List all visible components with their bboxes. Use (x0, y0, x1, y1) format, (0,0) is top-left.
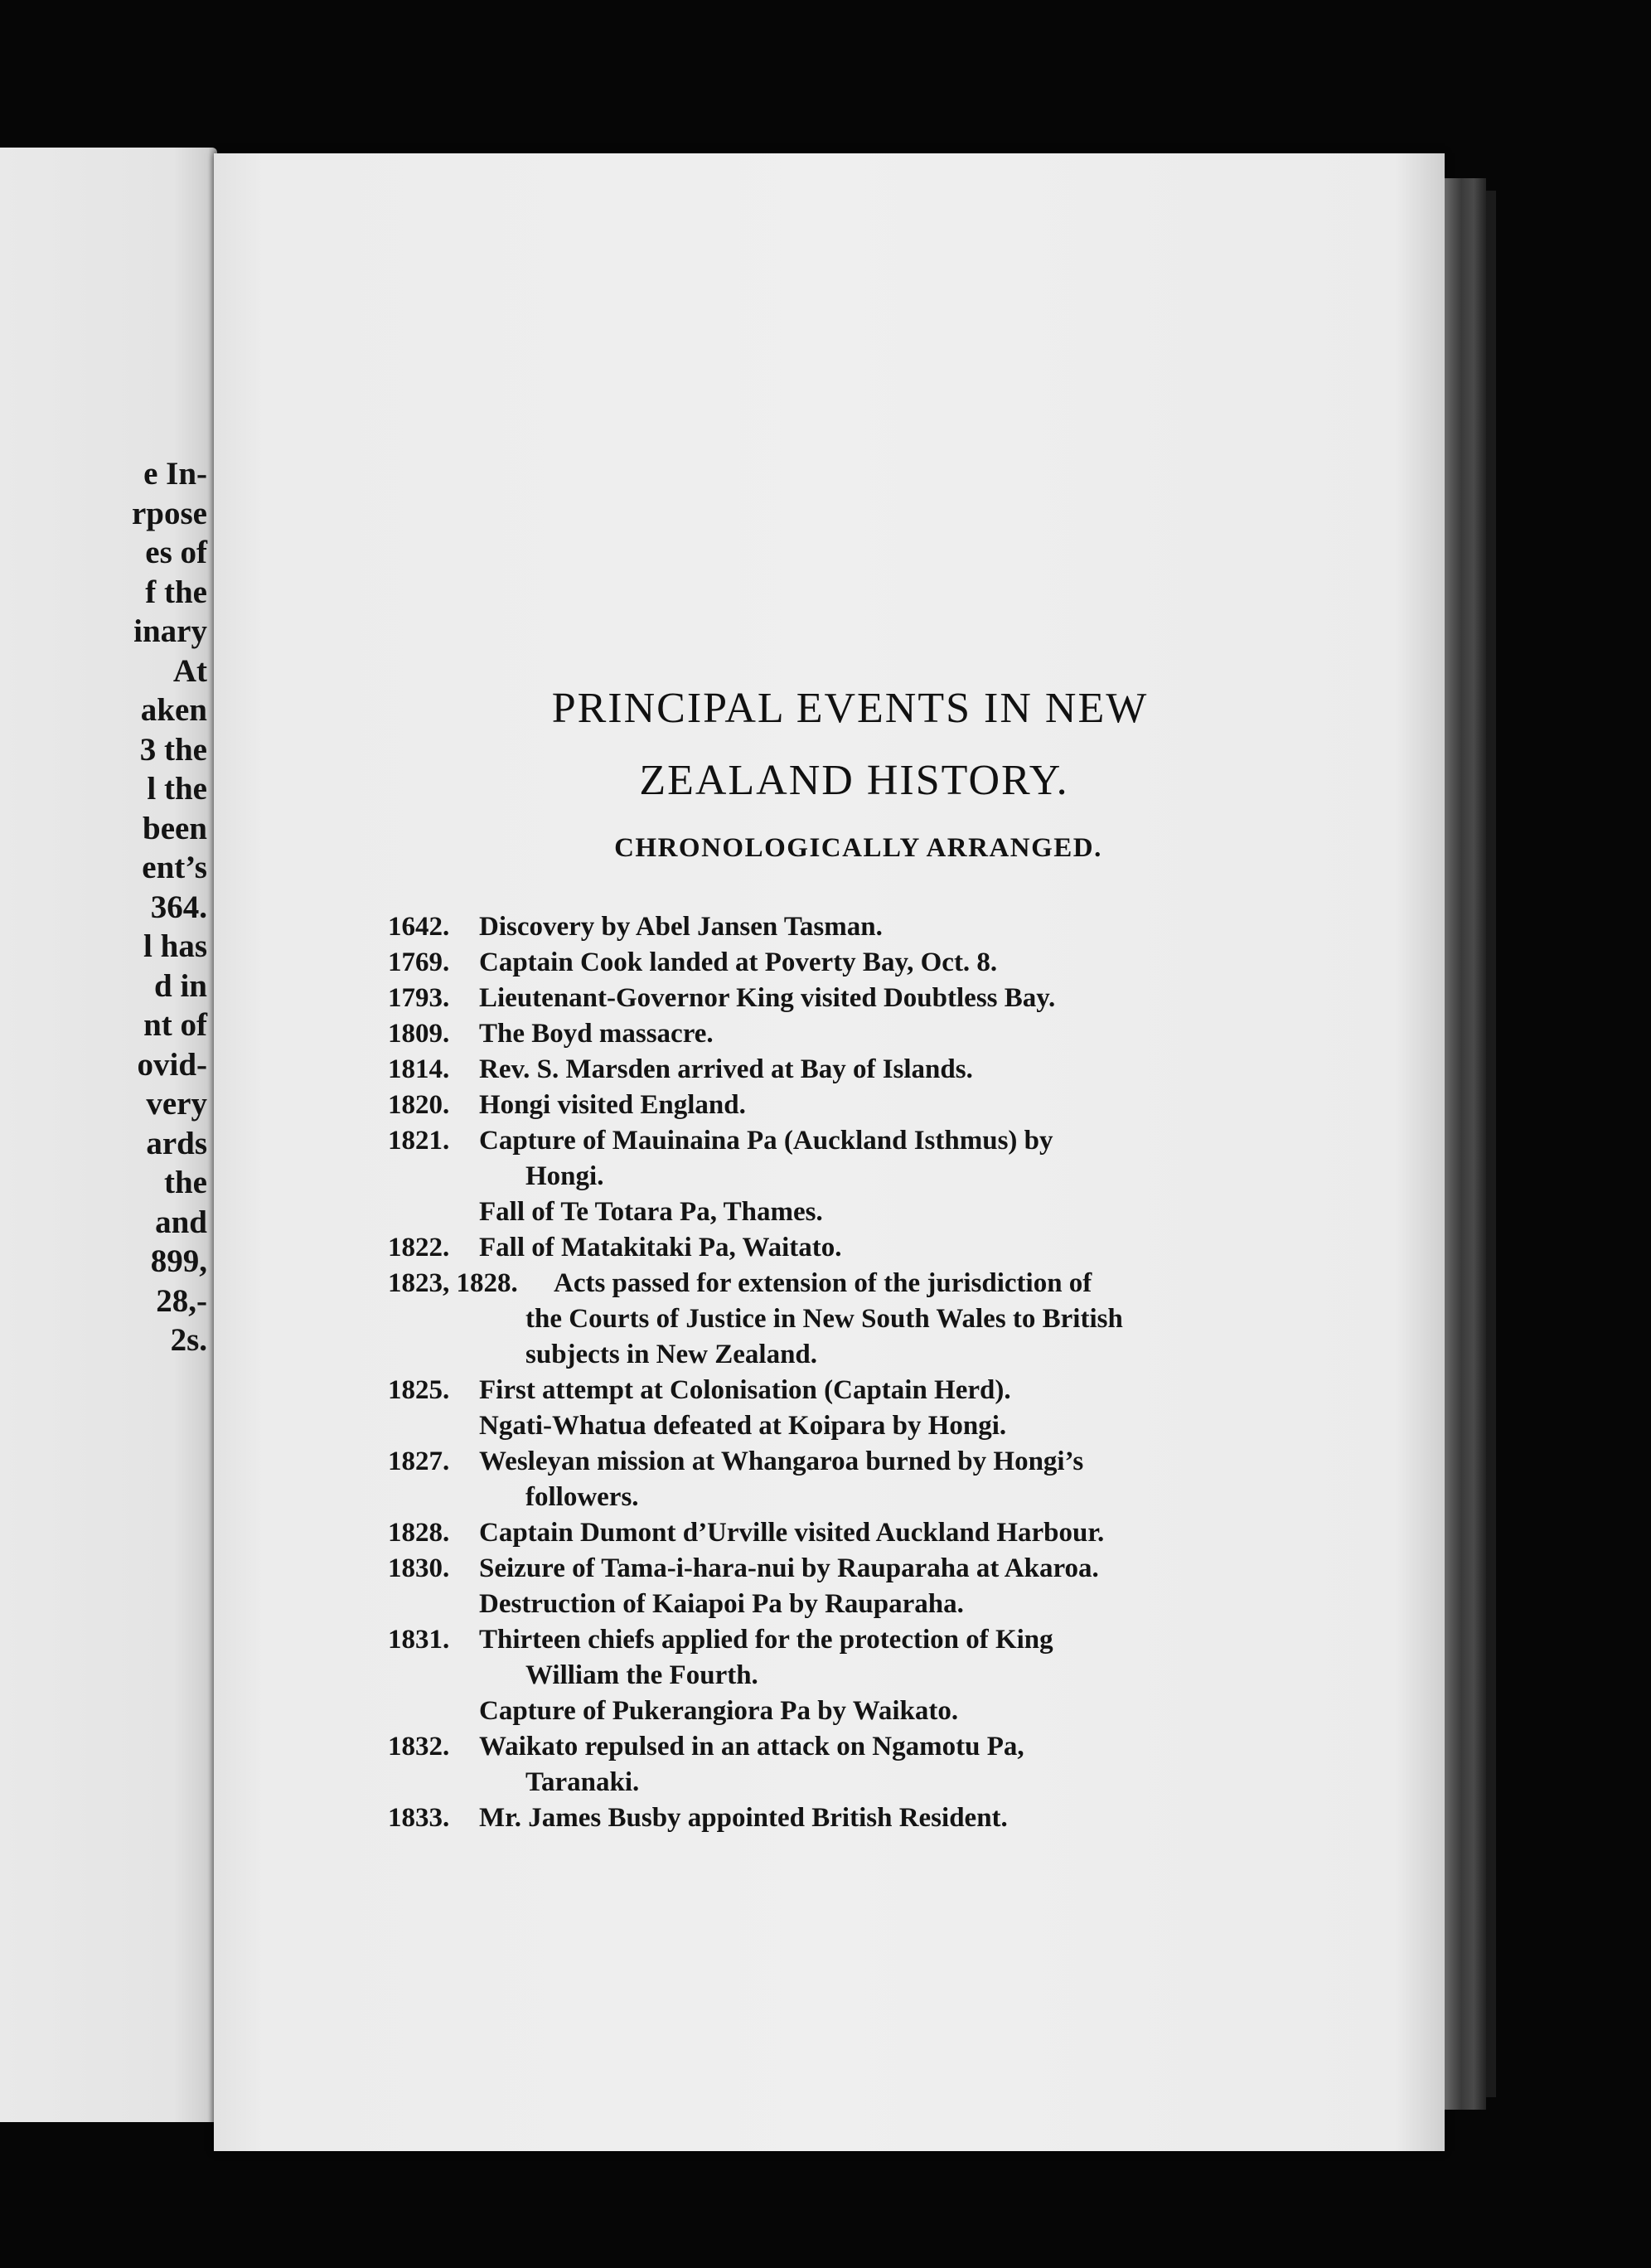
left-line: 2s. (170, 1322, 207, 1358)
event-entry (388, 1729, 1266, 1800)
event-year: 1769. (388, 947, 450, 977)
book-cover-edge (1486, 191, 1496, 2097)
left-line: es of (145, 535, 207, 570)
event-entry (388, 1230, 1266, 1266)
event-year: 1828. (388, 1518, 450, 1548)
left-line: e In- (143, 456, 207, 492)
page-edge-stack (1445, 178, 1486, 2110)
event-year: 1814. (388, 1054, 450, 1084)
event-entry (388, 909, 1266, 945)
event-text-line: Capture of Pukerangiora Pa by Waikato. (479, 1696, 959, 1726)
event-text-line: Waikato repulsed in an attack on Ngamotu Pa, (479, 1732, 1024, 1762)
event-entry (388, 1123, 1266, 1230)
left-line: inary (133, 613, 207, 649)
left-line: ovid- (137, 1046, 207, 1083)
event-entry (388, 1016, 1266, 1052)
event-text-line: Capture of Mauinaina Pa (Auckland Isthmus) by (479, 1126, 1053, 1156)
event-text-line: Ngati-Whatua defeated at Koipara by Hongi. (479, 1411, 1007, 1441)
event-entry (388, 1800, 1266, 1836)
left-line: d in (154, 967, 207, 1004)
event-entry (388, 1622, 1266, 1729)
event-text-line: Lieutenant-Governor King visited Doubtless Bay. (479, 983, 1056, 1013)
event-entry (388, 981, 1266, 1016)
event-entry (388, 945, 1266, 981)
event-year: 1642. (388, 912, 450, 942)
left-line: 3 the (139, 731, 207, 768)
left-line: 899, (150, 1243, 207, 1279)
event-year: 1793. (388, 983, 450, 1013)
event-year: 1823, 1828. (388, 1268, 518, 1298)
event-text-line: Fall of Matakitaki Pa, Waitato. (479, 1233, 842, 1262)
event-text-line: Hongi. (525, 1161, 604, 1191)
left-line: l has (143, 928, 207, 964)
event-text-line: Wesleyan mission at Whangaroa burned by Hongi’s (479, 1447, 1084, 1476)
page-subtitle: CHRONOLOGICALLY ARRANGED. (614, 833, 1102, 863)
event-entry (388, 1052, 1266, 1088)
event-text-line: The Boyd massacre. (479, 1019, 714, 1049)
events-list (388, 909, 1266, 1836)
left-line: and (155, 1204, 207, 1240)
event-entry (388, 1266, 1266, 1373)
left-line: the (164, 1165, 207, 1200)
event-text-line: William the Fourth. (525, 1660, 758, 1690)
left-line: f the (145, 574, 207, 610)
event-text-line: the Courts of Justice in New South Wales to British (525, 1304, 1123, 1334)
event-text-line: Captain Dumont d’Urville visited Auckland Harbour. (479, 1518, 1105, 1548)
event-text-line: Mr. James Busby appointed British Resident. (479, 1803, 1008, 1833)
event-text-line: Discovery by Abel Jansen Tasman. (479, 912, 883, 942)
event-year: 1831. (388, 1625, 450, 1655)
left-line: 28,- (156, 1282, 207, 1319)
left-line: nt of (143, 1007, 207, 1043)
event-text-line: Thirteen chiefs applied for the protection of King (479, 1625, 1053, 1655)
left-line: At (172, 652, 207, 689)
event-text-line: followers. (525, 1482, 639, 1512)
event-text-line: Taranaki. (525, 1767, 640, 1797)
event-entry (388, 1551, 1266, 1622)
left-line: been (143, 810, 207, 846)
left-line: l the (147, 771, 207, 807)
page-title-line-2: ZEALAND HISTORY. (639, 757, 1069, 804)
page-content (214, 153, 1445, 2151)
event-text-line: Captain Cook landed at Poverty Bay, Oct. 8. (479, 947, 998, 977)
event-text-line: First attempt at Colonisation (Captain Herd). (479, 1375, 1011, 1405)
event-text-line: Destruction of Kaiapoi Pa by Rauparaha. (479, 1589, 964, 1619)
event-year: 1827. (388, 1447, 450, 1476)
event-year: 1822. (388, 1233, 450, 1262)
left-line: ards (146, 1125, 207, 1161)
left-line: aken (140, 692, 207, 728)
event-year: 1830. (388, 1553, 450, 1583)
event-year: 1820. (388, 1090, 450, 1120)
page-title-line-1: PRINCIPAL EVENTS IN NEW (551, 685, 1149, 732)
left-facing-page (0, 148, 217, 2122)
event-text-line: Seizure of Tama-i-hara-nui by Rauparaha at Akaroa. (479, 1553, 1099, 1583)
left-line: 364. (150, 889, 207, 925)
event-text-line: Fall of Te Totara Pa, Thames. (479, 1197, 823, 1227)
event-entry (388, 1373, 1266, 1444)
event-entry (388, 1088, 1266, 1123)
event-entry (388, 1444, 1266, 1515)
event-text-line: Acts passed for extension of the jurisdiction of (554, 1268, 1092, 1298)
event-year: 1809. (388, 1019, 450, 1049)
event-year: 1832. (388, 1732, 450, 1762)
event-entry (388, 1515, 1266, 1551)
event-text-line: subjects in New Zealand. (525, 1340, 818, 1369)
event-year: 1825. (388, 1375, 450, 1405)
main-page (214, 153, 1445, 2151)
event-year: 1833. (388, 1803, 450, 1833)
event-text-line: Hongi visited England. (479, 1090, 746, 1120)
event-text-line: Rev. S. Marsden arrived at Bay of Islands. (479, 1054, 973, 1084)
event-year: 1821. (388, 1126, 450, 1156)
left-line: very (146, 1086, 207, 1122)
left-line: ent’s (142, 850, 207, 885)
left-line: rpose (132, 495, 207, 531)
left-page-text (8, 454, 207, 1360)
